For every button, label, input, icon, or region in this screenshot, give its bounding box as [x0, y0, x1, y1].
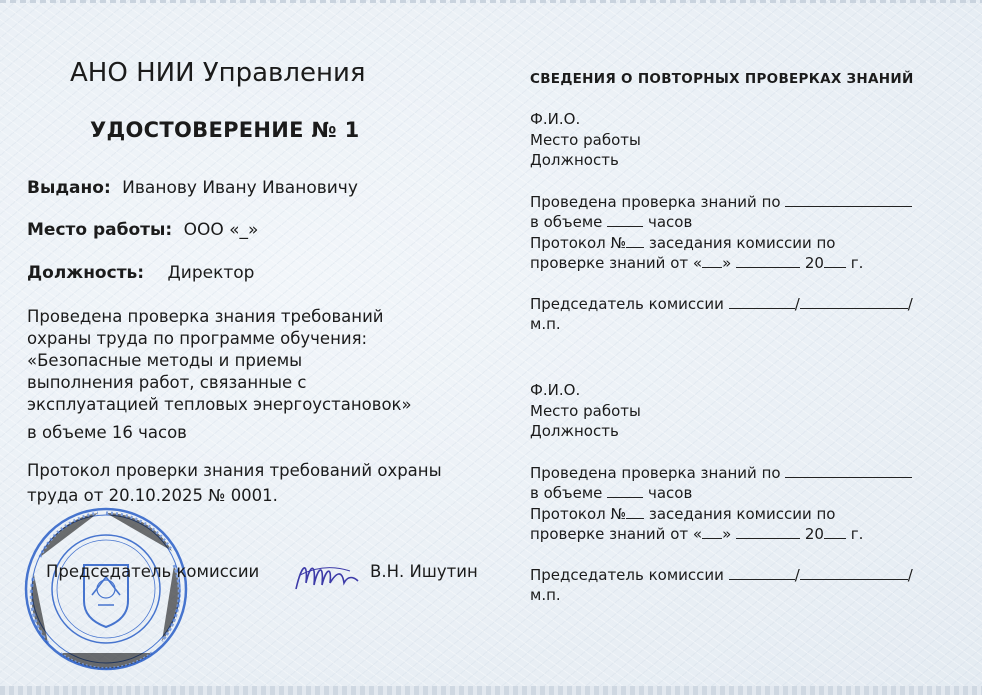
fio-label: Ф.И.О.: [530, 110, 581, 128]
program-line: эксплуатацией тепловых энергоустановок»: [27, 395, 412, 414]
program-line: «Безопасные методы и приемы: [27, 351, 303, 370]
blank-field: [702, 253, 722, 268]
handwritten-signature: [292, 553, 362, 595]
blank-field: [824, 253, 846, 268]
check-line: Проведена проверка знаний по: [530, 192, 913, 213]
program-text: [27, 306, 497, 416]
program-line: выполнения работ, связанные с: [27, 373, 307, 392]
workplace-label: Место работы:: [27, 220, 173, 240]
blank-field: [736, 524, 800, 539]
issued-row: [27, 178, 358, 198]
mp-label: м.п.: [530, 586, 561, 604]
chairman-line: Председатель комиссии / /: [530, 294, 913, 313]
bottom-border: [0, 686, 982, 695]
blank-field: [785, 463, 912, 478]
blank-field: [800, 294, 908, 309]
fio-label: Ф.И.О.: [530, 381, 581, 399]
position-value: Директор: [167, 263, 255, 283]
program-line: Проведена проверка знания требований: [27, 307, 384, 326]
protocol-line: Протокол проверки знания требований охраны: [27, 461, 442, 480]
date-line: проверке знаний от « » 20 г.: [530, 525, 864, 543]
right-title: СВЕДЕНИЯ О ПОВТОРНЫХ ПРОВЕРКАХ ЗНАНИЙ: [530, 71, 914, 87]
protocol-line: Протокол № заседания комиссии по: [530, 233, 836, 252]
chairman-label: Председатель комиссии: [46, 562, 260, 581]
program-line: охраны труда по программе обучения:: [27, 329, 368, 348]
blank-field: [729, 565, 795, 580]
repeat-check-block-2: [530, 380, 913, 606]
issued-label: Выдано:: [27, 178, 111, 198]
date-line: проверке знаний от « » 20 г.: [530, 254, 864, 272]
check-line: Проведена проверка знаний по: [530, 463, 913, 484]
mp-label: м.п.: [530, 315, 561, 333]
protocol-line: труда от 20.10.2025 № 0001.: [27, 486, 278, 505]
blank-field: [824, 524, 846, 539]
issued-value: Иванову Ивану Ивановичу: [122, 178, 358, 198]
workplace-label: Место работы: [530, 401, 641, 420]
blank-field: [626, 504, 644, 519]
protocol-text: [27, 458, 442, 508]
organization-name: АНО НИИ Управления: [70, 58, 366, 88]
position-label: Должность: [530, 151, 619, 169]
protocol-line: Протокол № заседания комиссии по: [530, 504, 836, 523]
chairman-line: Председатель комиссии / /: [530, 565, 913, 584]
position-label: Должность:: [27, 263, 145, 283]
workplace-row: [27, 220, 258, 240]
position-label: Должность: [530, 422, 619, 440]
blank-field: [800, 565, 908, 580]
blank-field: [607, 483, 643, 498]
round-seal-stamp: [22, 505, 190, 673]
volume-line: в объеме часов: [530, 484, 693, 502]
volume-line: в объеме часов: [530, 213, 693, 231]
blank-field: [626, 233, 644, 248]
top-border: [0, 0, 982, 3]
workplace-value: ООО «_»: [183, 220, 259, 240]
certificate-title: УДОСТОВЕРЕНИЕ № 1: [90, 118, 360, 142]
blank-field: [736, 253, 800, 268]
blank-field: [785, 192, 912, 207]
position-row: [27, 263, 254, 283]
blank-field: [607, 212, 643, 227]
workplace-label: Место работы: [530, 130, 641, 149]
volume-text: в объеме 16 часов: [27, 423, 187, 442]
repeat-check-block-1: [530, 109, 913, 335]
blank-field: [729, 294, 795, 309]
chairman-name: В.Н. Ишутин: [370, 562, 478, 581]
blank-field: [702, 524, 722, 539]
